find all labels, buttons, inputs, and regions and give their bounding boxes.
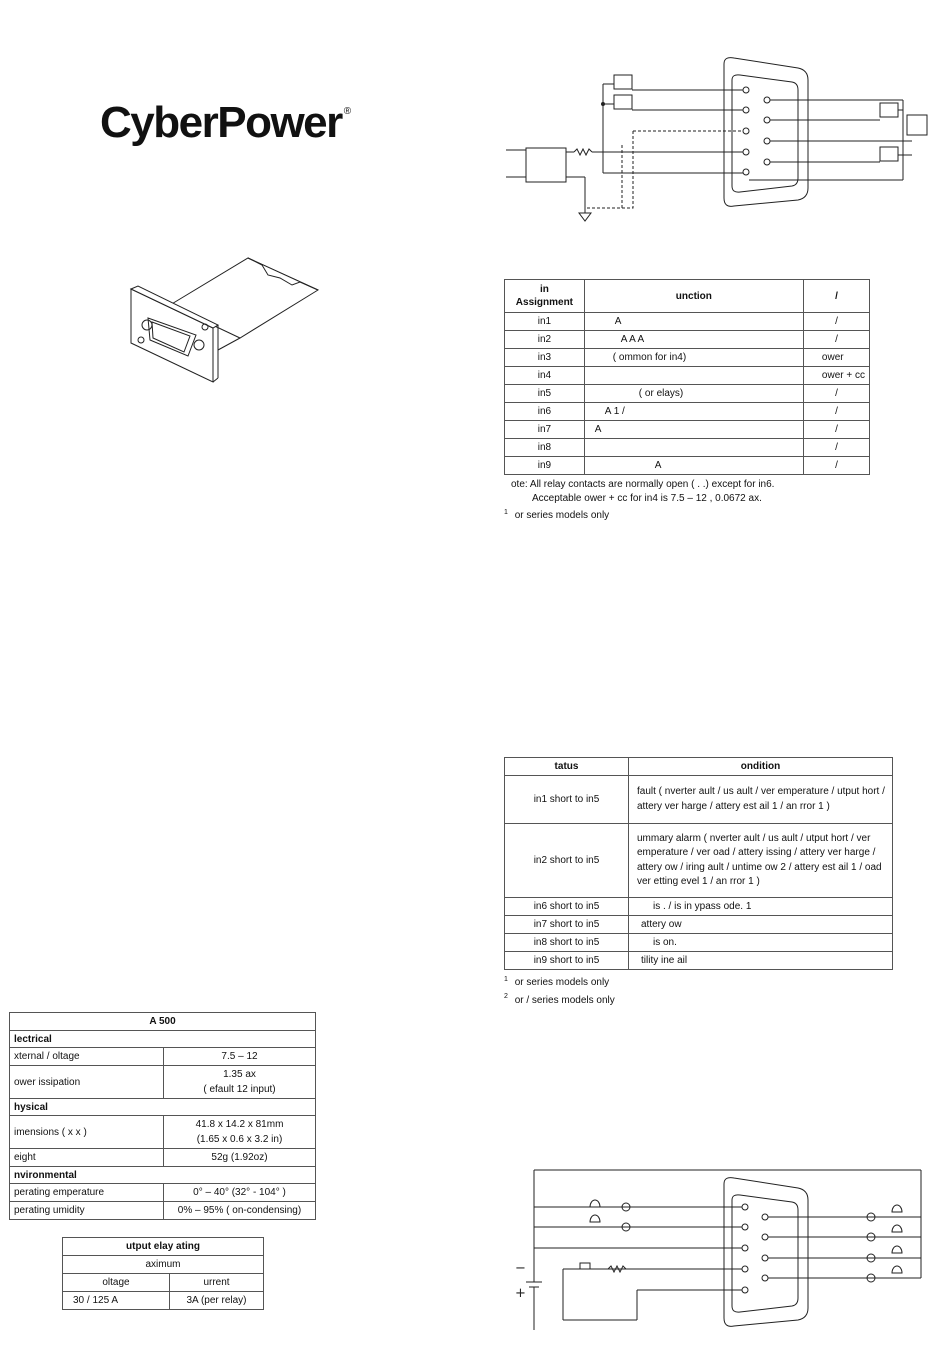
pin-cell: in8 [505, 439, 585, 457]
condition-header: ondition [629, 758, 893, 776]
status-cell: in7 short to in5 [505, 916, 629, 934]
function-cell: ( ommon for in4) [584, 349, 803, 367]
io-cell: ower [803, 349, 869, 367]
condition-cell: attery ow [629, 916, 893, 934]
status-cell: in6 short to in5 [505, 898, 629, 916]
footnote-text: or series models only [514, 977, 610, 989]
spec-label: imensions ( x x ) [10, 1116, 164, 1149]
voltage-header: oltage [63, 1274, 170, 1292]
relay-rating-title: utput elay ating [63, 1238, 264, 1256]
function-cell: A A A [584, 331, 803, 349]
function-cell: ( or elays) [584, 385, 803, 403]
pin-cell: in1 [505, 313, 585, 331]
current-value: 3A (per relay) [170, 1292, 264, 1310]
function-cell: A [584, 421, 803, 439]
spec-value: 7.5 – 12 [164, 1048, 316, 1066]
io-cell: / [803, 331, 869, 349]
status-cell: in9 short to in5 [505, 952, 629, 970]
condition-cell: is on. [629, 934, 893, 952]
condition-cell: tility ine ail [629, 952, 893, 970]
note-line: Acceptable ower + cc for in4 is 7.5 – 12 , 0.0672 ax. [532, 493, 762, 504]
spec-value: 0% – 95% ( on-condensing) [164, 1202, 316, 1220]
registered-mark: ® [343, 106, 350, 117]
footnote-mark: 2 [504, 993, 508, 1001]
io-cell: ower + cc [803, 367, 869, 385]
note-line: ote: All relay contacts are normally open ( . .) except for in6. [511, 479, 775, 490]
status-cell: in2 short to in5 [505, 824, 629, 898]
pin-cell: in4 [505, 367, 585, 385]
spec-value: 41.8 x 14.2 x 81mm (1.65 x 0.6 x 3.2 in) [164, 1116, 316, 1149]
condition-cell: is . / is in ypass ode. 1 [629, 898, 893, 916]
spec-label: perating emperature [10, 1184, 164, 1202]
spec-section-environmental: nvironmental [10, 1167, 316, 1184]
io-cell: / [803, 421, 869, 439]
relay-rating-subtitle: aximum [63, 1256, 264, 1274]
footnote-mark: 1 [504, 509, 508, 516]
svg-text:+: + [515, 1286, 526, 1301]
function-header: unction [584, 280, 803, 313]
io-cell: / [803, 385, 869, 403]
function-cell: A [584, 457, 803, 475]
spec-section-physical: hysical [10, 1099, 316, 1116]
spec-value: 1.35 ax ( efault 12 input) [164, 1066, 316, 1099]
pin-header-line2: Assignment [515, 297, 574, 308]
function-cell: A 1 / [584, 403, 803, 421]
svg-text:−: − [515, 1261, 526, 1276]
spec-value: 52g (1.92oz) [164, 1149, 316, 1167]
pin-cell: in7 [505, 421, 585, 439]
pin-cell: in3 [505, 349, 585, 367]
spec-label: xternal / oltage [10, 1048, 164, 1066]
io-cell: / [803, 403, 869, 421]
io-cell: / [803, 457, 869, 475]
status-cell: in8 short to in5 [505, 934, 629, 952]
spec-section-electrical: lectrical [10, 1031, 316, 1048]
condition-cell: fault ( nverter ault / us ault / ver emperature / utput hort / attery ver harge / attery est ail 1 / an rror 1 ) [629, 776, 893, 824]
spec-label: eight [10, 1149, 164, 1167]
voltage-value: 30 / 125 A [63, 1292, 170, 1310]
pin-header-line1: in [539, 284, 549, 295]
footnote-text: or / series models only [514, 994, 615, 1006]
footnote-text: or series models only [514, 510, 610, 522]
status-header: tatus [505, 758, 629, 776]
io-cell: / [803, 439, 869, 457]
logo-text: CyberPower [100, 98, 342, 147]
spec-title: A 500 [10, 1013, 316, 1031]
spec-label: perating umidity [10, 1202, 164, 1220]
current-header: urrent [170, 1274, 264, 1292]
pin-cell: in5 [505, 385, 585, 403]
status-cell: in1 short to in5 [505, 776, 629, 824]
function-cell: A [584, 313, 803, 331]
pin-cell: in9 [505, 457, 585, 475]
pin-cell: in2 [505, 331, 585, 349]
footnote-mark: 1 [504, 976, 508, 983]
spec-label: ower issipation [10, 1066, 164, 1099]
condition-cell: ummary alarm ( nverter ault / us ault / utput hort / ver emperature / ver oad / attery issing / attery ver harge / attery ow / iring ault / untime ow 2 / attery est ail 1 / oad ver etting evel 1 / an rror 1 ) [629, 824, 893, 898]
spec-value: 0° – 40° (32° - 104° ) [164, 1184, 316, 1202]
io-cell: / [803, 313, 869, 331]
pin-cell: in6 [505, 403, 585, 421]
io-header: / [803, 280, 869, 313]
